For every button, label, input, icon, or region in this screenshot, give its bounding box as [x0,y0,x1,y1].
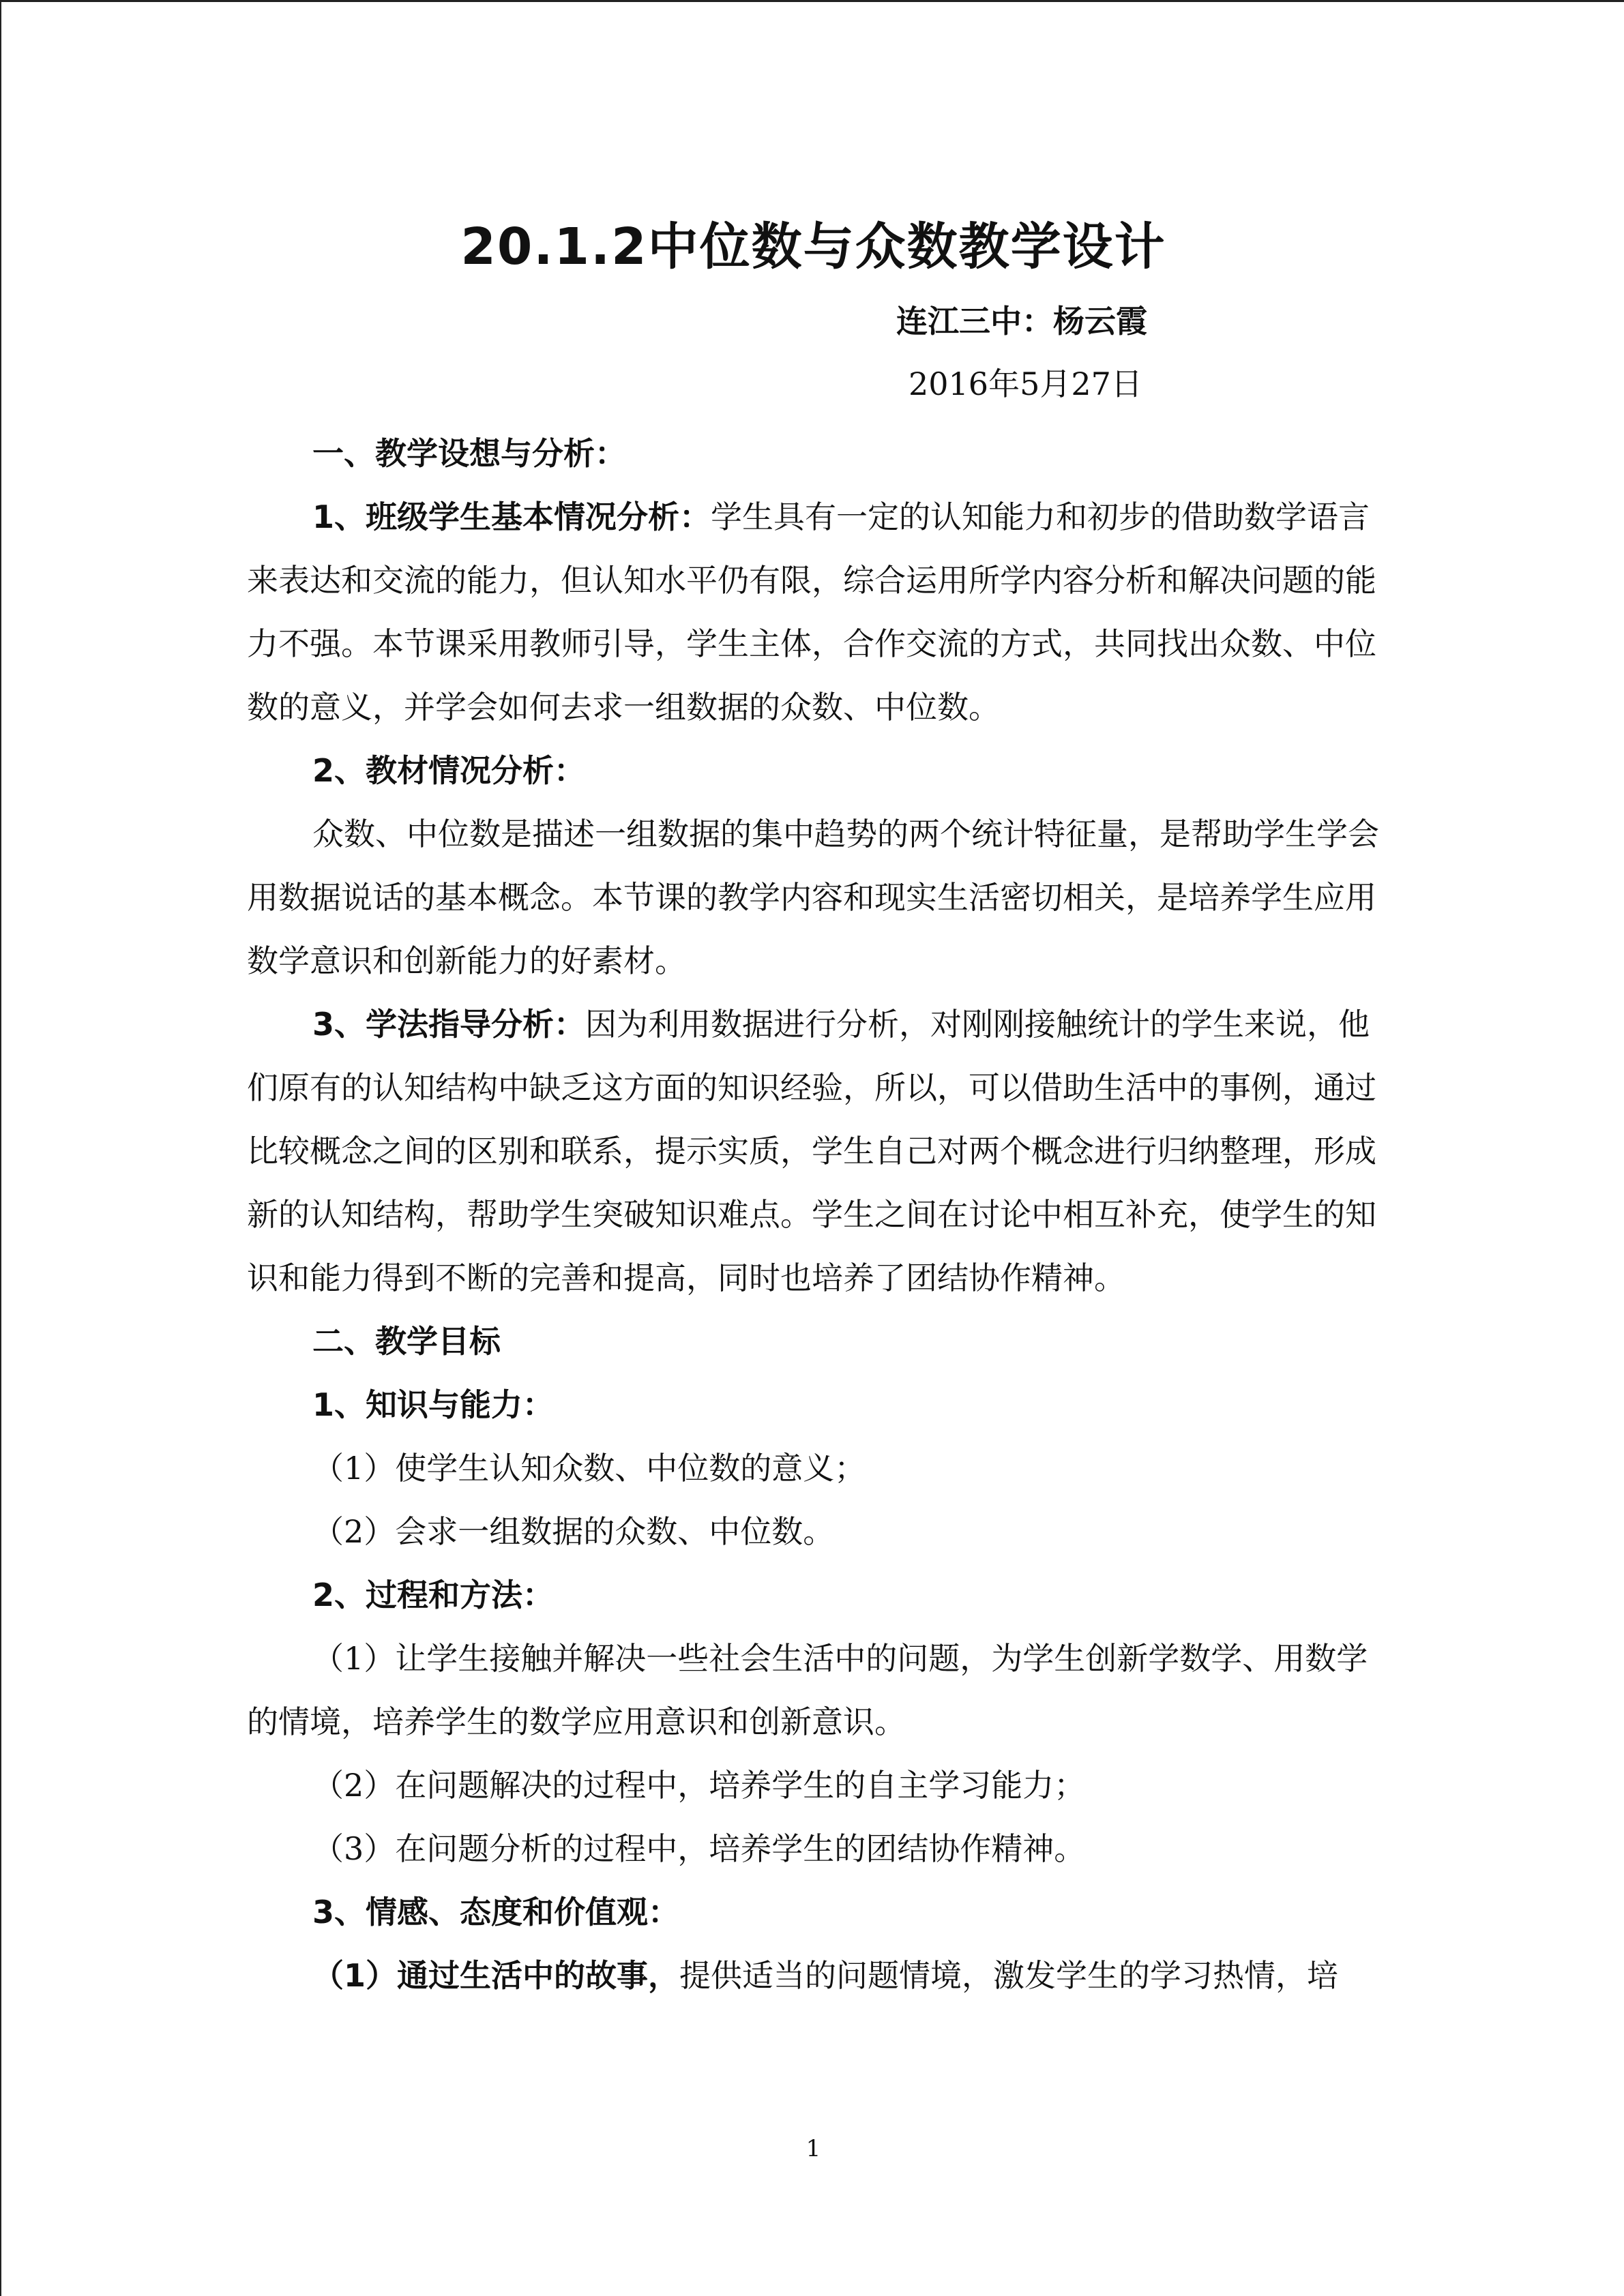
goal2-item-3: （3）在问题分析的过程中，培养学生的团结协作精神。 [312,1830,1086,1867]
page-number: 1 [806,2135,821,2162]
section1-heading: 一、教学设想与分析： [312,435,626,472]
goal3-item-1 [247,1944,1381,2008]
page-title: 20.1.2中位数与众数教学设计 [460,218,1166,276]
author-line: 连江三中：杨云霞 [896,303,1147,340]
document-body [247,422,1381,2008]
goal3-item-1-text: 提供适当的问题情境，激发学生的学习热情，培 [679,1957,1339,1994]
section1-item2-heading: 2、教材情况分析： [312,752,586,789]
goal2-item-2: （2）在问题解决的过程中，培养学生的自主学习能力； [312,1767,1086,1804]
section1-item3 [247,993,1381,1310]
goal1-item-2: （2）会求一组数据的众数、中位数。 [312,1513,835,1550]
section1-item1-text: 学生具有一定的认知能力和初步的借助数学语言来表达和交流的能力，但认知水平仍有限，综合运用所学内容分析和解决问题的能力不强。本节课采用教师引导，学生主体，合作交流的方式，共同找出众数、中位数的意义，并学会如何去求一组数据的众数、中位数。 [247,498,1376,726]
section2-heading: 二、教学目标 [312,1323,501,1360]
goal3-item-1-lead: （1）通过生活中的故事， [312,1957,680,1994]
goal2-heading: 2、过程和方法： [312,1577,555,1613]
goal2-item-1: （1）让学生接触并解决一些社会生活中的问题，为学生创新学数学、用数学的情境，培养学生的数学应用意识和创新意识。 [247,1640,1368,1740]
section1-item3-text: 因为利用数据进行分析，对刚刚接触统计的学生来说，他们原有的认知结构中缺乏这方面的知识经验，所以，可以借助生活中的事例，通过比较概念之间的区别和联系，提示实质，学生自己对两个概念进行归纳整理，形成新的认知结构，帮助学生突破知识难点。学生之间在讨论中相互补充，使学生的知识和能力得到不断的完善和提高，同时也培养了团结协作精神。 [247,1006,1376,1296]
goal3-heading: 3、情感、态度和价值观： [312,1894,680,1930]
goal1-item-1: （1）使学生认知众数、中位数的意义； [312,1450,866,1487]
section1-item2-text: 众数、中位数是描述一组数据的集中趋势的两个统计特征量，是帮助学生学会用数据说话的基本概念。本节课的教学内容和现实生活密切相关，是培养学生应用数学意识和创新能力的好素材。 [247,816,1379,979]
section1-item1 [247,486,1381,739]
section1-item1-lead: 1、班级学生基本情况分析： [312,498,711,535]
date-line: 2016年5月27日 [909,366,1142,402]
section1-item3-lead: 3、学法指导分析： [312,1006,586,1043]
goal1-heading: 1、知识与能力： [312,1386,555,1423]
